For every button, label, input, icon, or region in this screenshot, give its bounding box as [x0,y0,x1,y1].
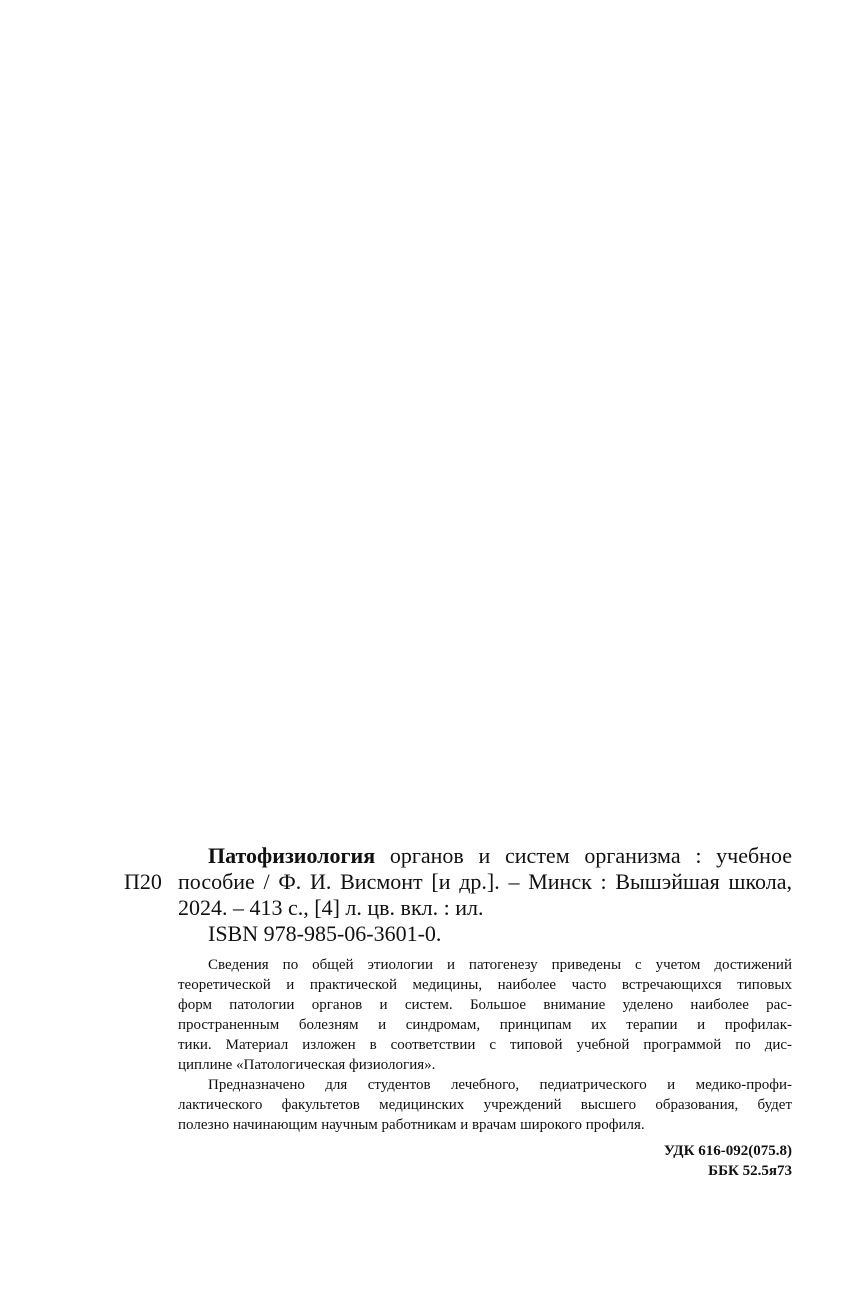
biblio-line-1 [178,843,792,869]
classification-codes [664,1141,792,1181]
annotation-p1-line: форм патологии органов и систем. Большое внимание уделено наиболее рас- [178,997,792,1013]
annotation-p2-line: полезно начинающим научным работникам и врачам широкого профиля. [178,1117,645,1133]
isbn: ISBN 978-985-06-3601-0. [208,921,442,946]
bibliographic-record [178,843,792,947]
annotation [178,955,792,1135]
annotation-p2-line: лактического факультетов медицинских учреждений высшего образования, будет [178,1097,792,1113]
annotation-p1-line: теоретической и практической медицины, наиболее часто встречающихся типовых [178,977,792,993]
annotation-p1-line: тики. Материал изложен в соответствии с типовой учебной программой по дис- [178,1037,792,1053]
biblio-line-1-rest: органов и систем организма : учебное [375,843,792,868]
shelf-code: П20 [124,869,162,894]
annotation-p1-line: пространенным болезням и синдромам, принципам их терапии и профилак- [178,1017,792,1033]
udk-code: УДК 616-092(075.8) [663,1143,792,1159]
biblio-line-3: 2024. – 413 с., [4] л. цв. вкл. : ил. [178,895,484,920]
annotation-p2-line: Предназначено для студентов лечебного, педиатрического и медико-профи- [208,1077,792,1093]
biblio-line-2: пособие / Ф. И. Висмонт [и др.]. – Минск : Вышэйшая школа, [178,869,792,894]
annotation-p1-line: циплине «Патологическая физиология». [178,1057,436,1073]
bbk-code: ББК 52.5я73 [708,1163,792,1179]
annotation-p1-line: Сведения по общей этиологии и патогенезу приведены с учетом достижений [208,957,792,973]
book-title: Патофизиология [208,843,376,868]
